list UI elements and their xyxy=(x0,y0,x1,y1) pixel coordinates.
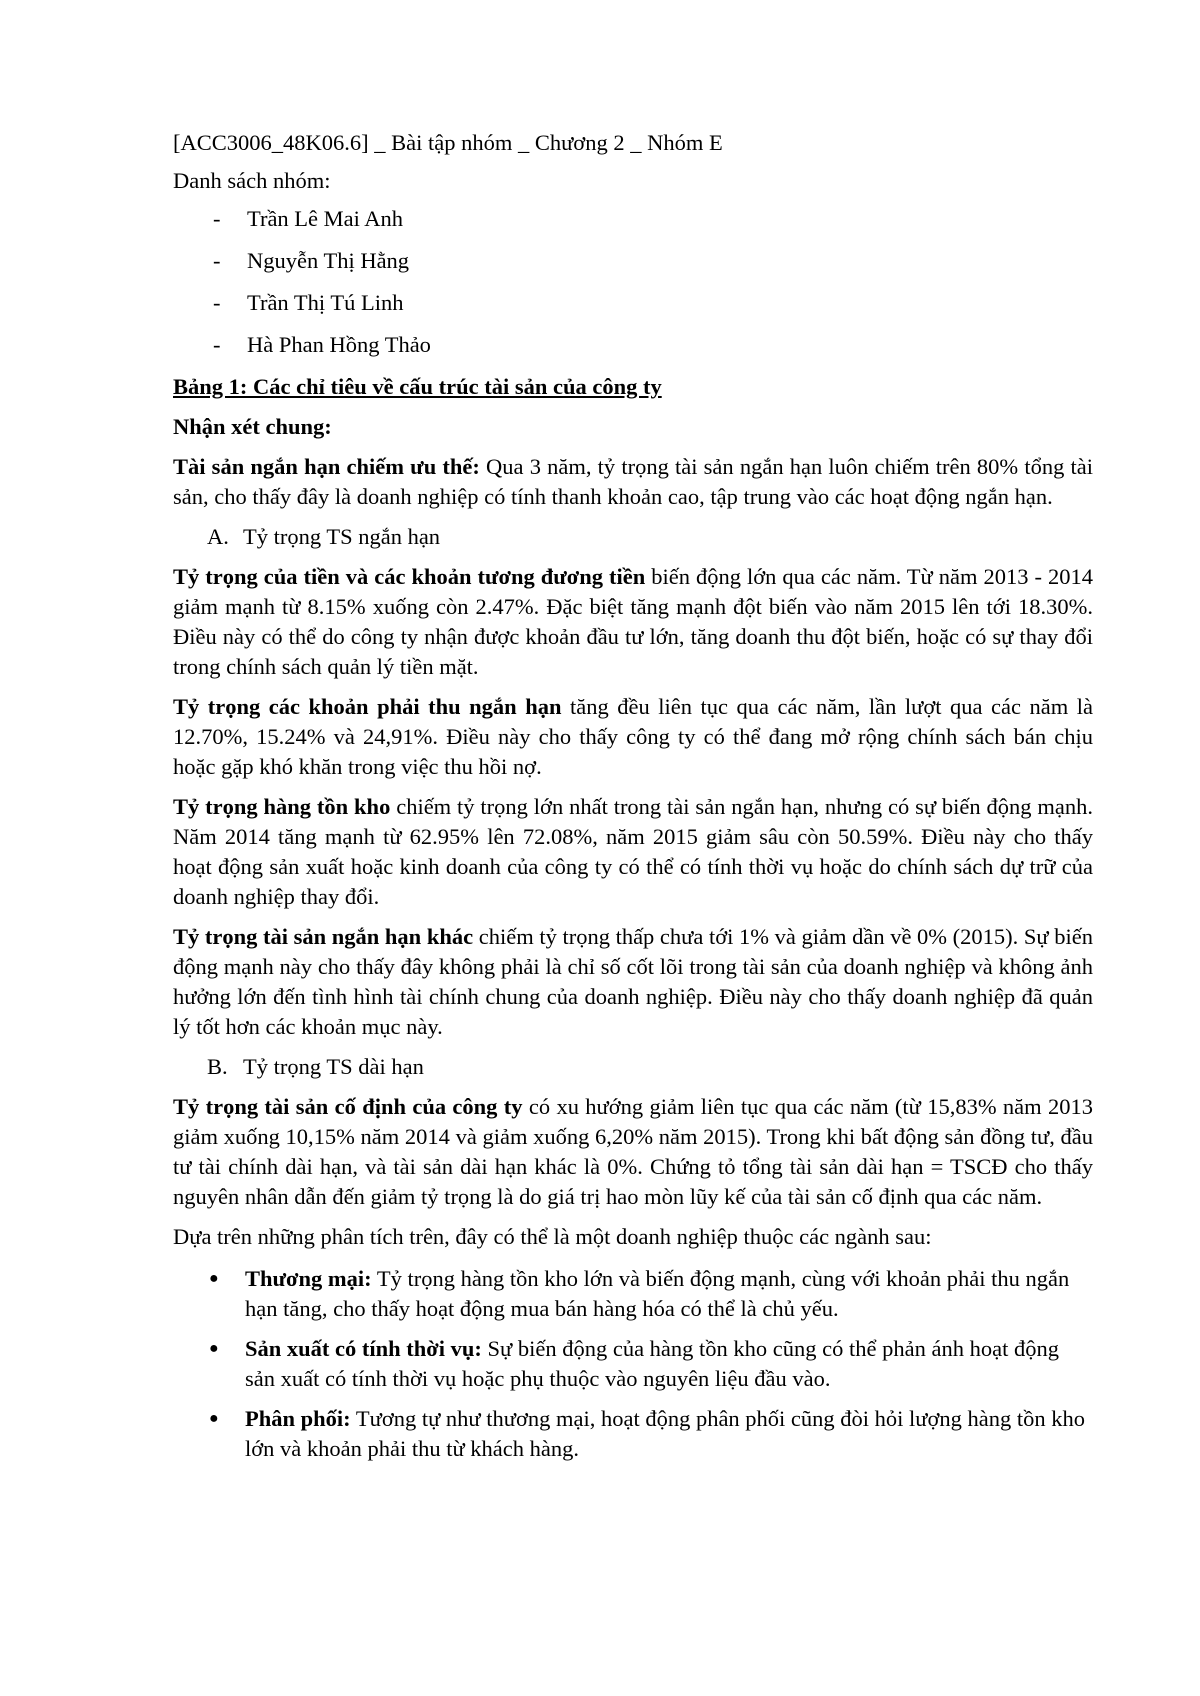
paragraph-text: có xu hướng giảm liên tục qua các năm (từ 15,83% năm 2013 giảm xuống 10,15% năm 2014 và giảm xuống 6,20% năm 2015). Trong khi bất động sản đồng tư, đầu tư tài chính dài hạn, và tài sản dài hạn khác là 0%. Chứng tỏ tổng tài sản dài hạn = TSCĐ cho thấy nguyên nhân dẫn đến giảm tỷ trọng là do giá trị hao mòn lũy kế của tài sản cố định qua các năm. xyxy=(173,1094,1093,1209)
list-item xyxy=(173,204,1093,234)
general-heading: Nhận xét chung: xyxy=(173,414,332,439)
document-page xyxy=(173,128,1093,1474)
paragraph-text: chiếm tỷ trọng lớn nhất trong tài sản ngắn hạn, nhưng có sự biến động mạnh. Năm 2014 tăng mạnh từ 62.95% lên 72.08%, năm 2015 giảm sâu còn 50.59%. Điều này cho thấy hoạt động sản xuất hoặc kinh doanh của công ty có thể có tính thời vụ hoặc do chính sách dự trữ của doanh nghiệp thay đổi. xyxy=(173,794,1094,909)
paragraph-lead: Tỷ trọng các khoản phải thu ngắn hạn xyxy=(173,694,562,719)
dash-marker: - xyxy=(213,248,221,273)
bullet-icon: ● xyxy=(209,1270,219,1287)
member-name: Nguyễn Thị Hằng xyxy=(247,248,410,273)
industry-description: Sự biến động của hàng tồn kho cũng có thể phản ánh hoạt động sản xuất có tính thời vụ hoặc phụ thuộc vào nguyên liệu đầu vào. xyxy=(245,1336,1059,1391)
industry-description: Tỷ trọng hàng tồn kho lớn và biến động mạnh, cùng với khoản phải thu ngắn hạn tăng, cho thấy hoạt động mua bán hàng hóa có thể là chủ yếu. xyxy=(245,1266,1070,1321)
list-item xyxy=(173,288,1093,318)
industry-name: Phân phối: xyxy=(245,1406,351,1431)
section-label: Tỷ trọng TS ngắn hạn xyxy=(243,524,441,549)
document-title: [ACC3006_48K06.6] _ Bài tập nhóm _ Chương 2 _ Nhóm E xyxy=(173,130,723,155)
paragraph-lead: Tỷ trọng tài sản cố định của công ty xyxy=(173,1094,523,1119)
list-item xyxy=(173,330,1093,360)
industry-list xyxy=(173,1264,1093,1464)
conclusion-paragraph: Dựa trên những phân tích trên, đây có thể là một doanh nghiệp thuộc các ngành sau: xyxy=(173,1224,932,1249)
paragraph-lead: Tỷ trọng của tiền và các khoản tương đương tiền xyxy=(173,564,646,589)
members-label: Danh sách nhóm: xyxy=(173,168,331,193)
paragraph-lead: Tài sản ngắn hạn chiếm ưu thế: xyxy=(173,454,480,479)
paragraph-text: biến động lớn qua các năm. Từ năm 2013 - 2014 giảm mạnh từ 8.15% xuống còn 2.47%. Đặc biệt tăng mạnh đột biến vào năm 2015 lên tới 18.30%. Điều này có thể do công ty nhận được khoản đầu tư lớn, tăng doanh thu đột biến, hoặc có sự thay đổi trong chính sách quản lý tiền mặt. xyxy=(173,564,1093,679)
list-item xyxy=(173,1404,1093,1464)
other-assets-paragraph xyxy=(173,922,1093,1042)
list-item xyxy=(173,1264,1093,1324)
section-label: Tỷ trọng TS dài hạn xyxy=(243,1054,424,1079)
general-paragraph xyxy=(173,452,1093,512)
industry-text xyxy=(245,1334,1093,1394)
industry-text xyxy=(245,1264,1093,1324)
list-item xyxy=(173,246,1093,276)
section-marker: A. xyxy=(207,524,229,549)
bullet-icon: ● xyxy=(209,1410,219,1427)
section-a-heading xyxy=(173,522,1093,552)
member-name: Hà Phan Hồng Thảo xyxy=(247,332,431,357)
list-item xyxy=(173,1334,1093,1394)
fixed-assets-paragraph xyxy=(173,1092,1093,1212)
industry-text xyxy=(245,1404,1093,1464)
paragraph-text: chiếm tỷ trọng thấp chưa tới 1% và giảm dần về 0% (2015). Sự biến động mạnh này cho thấy đây không phải là chỉ số cốt lõi trong tài sản của doanh nghiệp và không ảnh hưởng lớn đến tình hình tài chính chung của doanh nghiệp. Điều này cho thấy doanh nghiệp đã quản lý tốt hơn các khoản mục này. xyxy=(173,924,1093,1039)
member-name: Trần Lê Mai Anh xyxy=(247,206,404,231)
section-marker: B. xyxy=(207,1054,228,1079)
member-list xyxy=(173,204,1093,360)
table-heading: Bảng 1: Các chỉ tiêu về cấu trúc tài sản của công ty xyxy=(173,374,662,399)
cash-paragraph xyxy=(173,562,1093,682)
dash-marker: - xyxy=(213,332,221,357)
industry-name: Sản xuất có tính thời vụ: xyxy=(245,1336,482,1361)
inventory-paragraph xyxy=(173,792,1093,912)
dash-marker: - xyxy=(213,290,221,315)
bullet-icon: ● xyxy=(209,1340,219,1357)
paragraph-text: Qua 3 năm, tỷ trọng tài sản ngắn hạn luôn chiếm trên 80% tổng tài sản, cho thấy đây là doanh nghiệp có tính thanh khoản cao, tập trung vào các hoạt động ngắn hạn. xyxy=(173,454,1093,509)
paragraph-lead: Tỷ trọng hàng tồn kho xyxy=(173,794,391,819)
industry-name: Thương mại: xyxy=(245,1266,372,1291)
dash-marker: - xyxy=(213,206,221,231)
industry-description: Tương tự như thương mại, hoạt động phân phối cũng đòi hỏi lượng hàng tồn kho lớn và khoản phải thu từ khách hàng. xyxy=(245,1406,1085,1461)
paragraph-text: tăng đều liên tục qua các năm, lần lượt qua các năm là 12.70%, 15.24% và 24,91%. Điều này cho thấy công ty có thể đang mở rộng chính sách bán chịu hoặc gặp khó khăn trong việc thu hồi nợ. xyxy=(173,694,1093,779)
paragraph-lead: Tỷ trọng tài sản ngắn hạn khác xyxy=(173,924,474,949)
receivable-paragraph xyxy=(173,692,1093,782)
section-b-heading xyxy=(173,1052,1093,1082)
member-name: Trần Thị Tú Linh xyxy=(247,290,404,315)
